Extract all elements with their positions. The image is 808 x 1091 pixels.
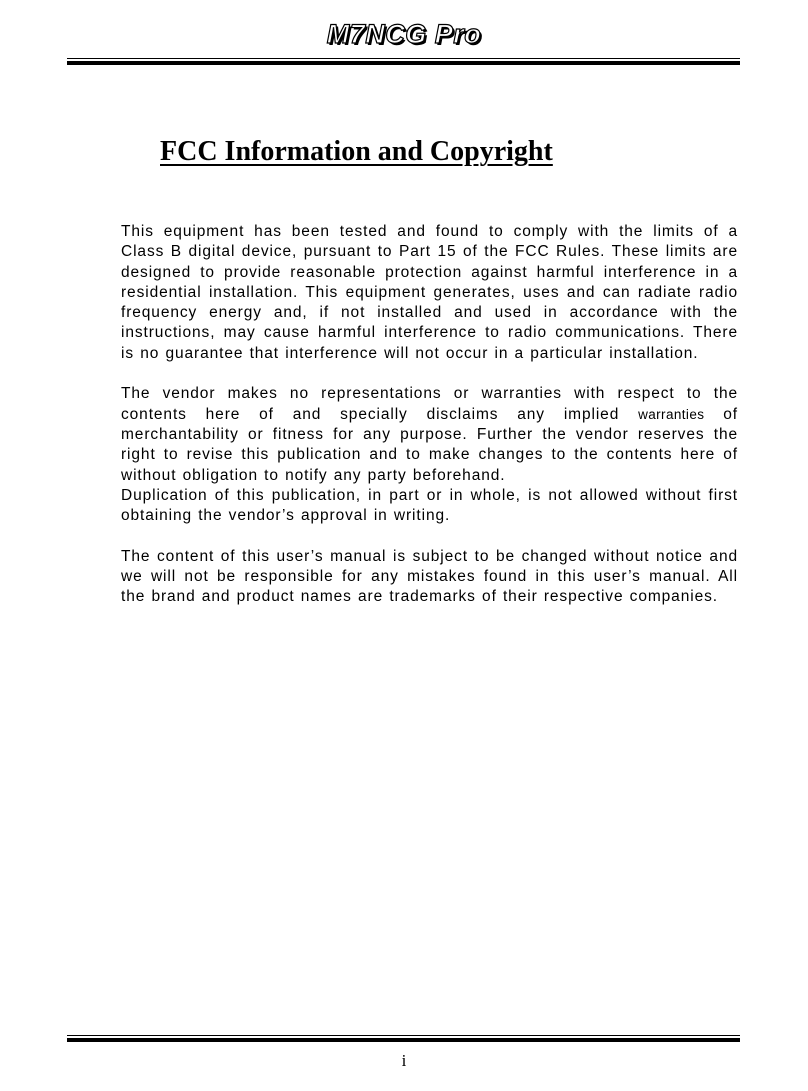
footer-rule-thick-line	[67, 1038, 740, 1042]
footer-rule	[67, 1035, 740, 1043]
page-number: i	[401, 1051, 407, 1070]
duplication-paragraph: Duplication of this publication, in part or in whole, is not allowed without first obtaining the vendor’s approval in writing.	[121, 486, 738, 525]
fcc-compliance-paragraph: This equipment has been tested and found to comply with the limits of a Class B digital device, pursuant to Part 15 of the FCC Rules. These limits are designed to provide reasonable protection against harmful interference in a residential installation. This equipment generates, uses and can radiate radio frequency energy and, if not installed and used in accordance with the instructions, may cause harmful interference to radio communications. There is no guarantee that interference will not occur in a particular installation.	[121, 223, 738, 362]
footer-rule-thin-line	[67, 1035, 740, 1036]
document-header-title: M7NCG Pro	[326, 19, 482, 49]
header-rule	[67, 58, 740, 66]
header-rule-thick-line	[67, 61, 740, 65]
header-rule-thin-line	[67, 58, 740, 59]
section-heading: FCC Information and Copyright	[160, 136, 553, 167]
trademark-paragraph: The content of this user’s manual is subject to be changed without notice and we will not be responsible for any mistakes found in this user’s manual. All the brand and product names are trademarks of their respective companies.	[121, 547, 738, 606]
body-text	[121, 222, 738, 608]
disclaimer-text-end: of merchantability or fitness for any purpose. Further the vendor reserves the right to revise this publication and to make changes to the contents here of without obligation to notify any party beforehand.	[121, 405, 738, 484]
disclaimer-text-start: The vendor makes no representations or warranties with respect to the contents here of and specially disclaims any implied	[121, 385, 738, 423]
disclaimer-paragraph	[121, 384, 738, 485]
disclaimer-text-small-word: warranties	[638, 406, 705, 422]
